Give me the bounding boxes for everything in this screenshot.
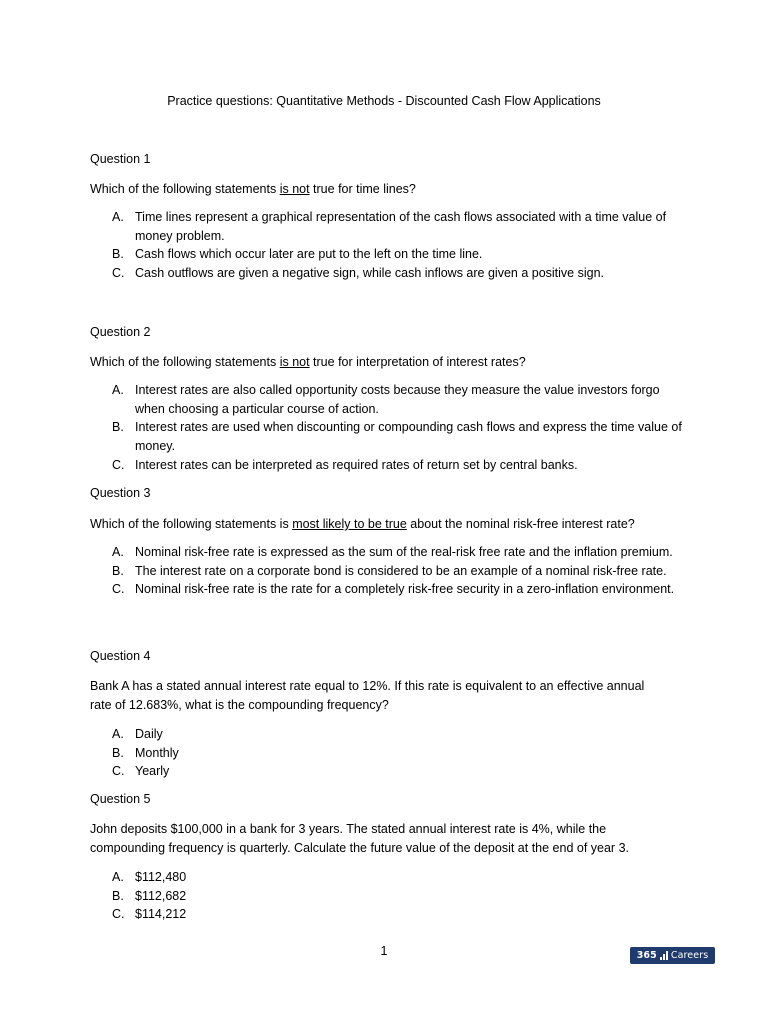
question-5-heading: Question 5 <box>90 792 151 806</box>
question-3-heading: Question 3 <box>90 486 151 500</box>
logo-brand: Careers <box>670 950 709 961</box>
option-c: C. Cash outflows are given a negative sign, while cash inflows are given a positive sign. <box>112 266 605 281</box>
bar-chart-icon <box>660 951 668 960</box>
question-2-heading: Question 2 <box>90 325 151 339</box>
page-number: 1 <box>380 944 388 958</box>
option-b: B. Interest rates are used when discounting or compounding cash flows and express the time value of money. <box>112 420 682 454</box>
365-careers-logo <box>630 947 715 964</box>
question-4-heading: Question 4 <box>90 649 151 663</box>
question-4-stem: Bank A has a stated annual interest rate equal to 12%. If this rate is equivalent to an effective annual rate of 12.683%, what is the compounding frequency? <box>90 679 645 712</box>
option-a: A. Time lines represent a graphical representation of the cash flows associated with a time value of money problem. <box>112 210 667 243</box>
option-b: B. The interest rate on a corporate bond is considered to be an example of a nominal risk-free rate. <box>112 563 667 578</box>
page-title: Practice questions: Quantitative Methods - Discounted Cash Flow Applications <box>167 94 601 108</box>
question-3-options <box>90 543 690 599</box>
option-b: B. Monthly <box>112 745 179 760</box>
question-1-options <box>90 208 690 283</box>
question-5-stem: John deposits $100,000 in a bank for 3 years. The stated annual interest rate is 4%, while the compounding frequency is quarterly. Calculate the future value of the deposit at the end of year 3. <box>90 822 629 855</box>
question-2-options <box>90 381 690 475</box>
option-a: A. Nominal risk-free rate is expressed as the sum of the real-risk free rate and the inflation premium. <box>112 545 673 559</box>
option-a: A. Daily <box>112 727 163 741</box>
option-a: A. Interest rates are also called opportunity costs because they measure the value investors forgo when choosing a particular course of action. <box>112 383 660 416</box>
question-3-stem: Which of the following statements is most likely to be true about the nominal risk-free interest rate? <box>90 517 635 531</box>
option-c: C. Interest rates can be interpreted as required rates of return set by central banks. <box>112 457 578 472</box>
question-1-heading: Question 1 <box>90 152 151 166</box>
option-c: C. $114,212 <box>112 907 187 922</box>
option-a: A. $112,480 <box>112 870 187 884</box>
question-2-stem: Which of the following statements is not true for interpretation of interest rates? <box>90 355 526 369</box>
question-1-stem: Which of the following statements is not true for time lines? <box>90 182 416 196</box>
question-4-options <box>90 725 690 781</box>
option-b: B. $112,682 <box>112 888 187 903</box>
option-b: B. Cash flows which occur later are put to the left on the time line. <box>112 247 483 262</box>
option-c: C. Nominal risk-free rate is the rate for a completely risk-free security in a zero-inflation environment. <box>112 582 675 597</box>
option-c: C. Yearly <box>112 764 170 779</box>
question-5-options <box>90 868 690 924</box>
logo-number: 365 <box>636 950 657 961</box>
